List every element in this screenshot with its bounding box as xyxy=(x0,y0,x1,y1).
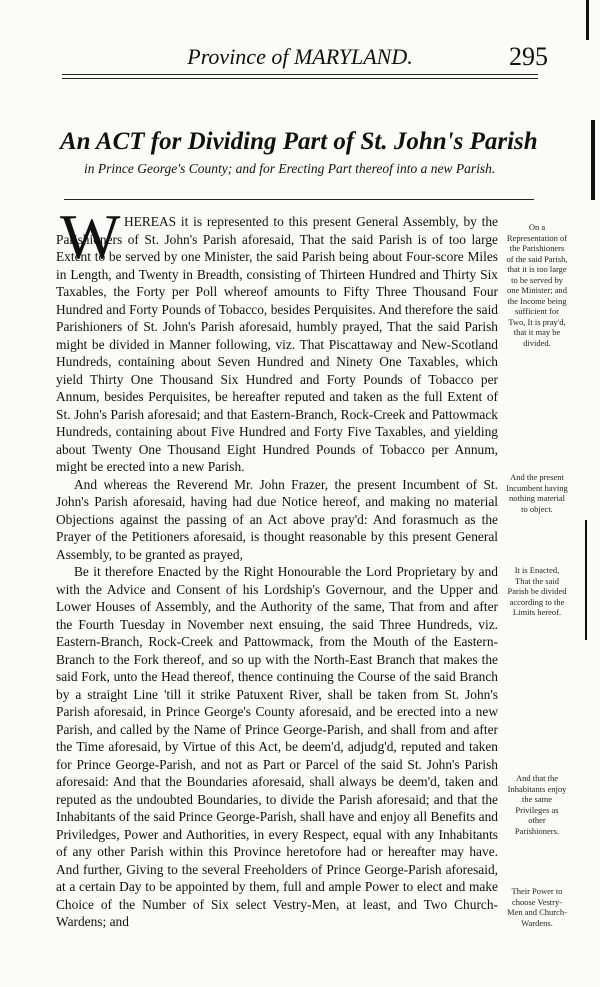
preamble-paragraph: HEREAS it is represented to this present General Assembly, by the Parishioners of St. John's Parish aforesaid, That the said Parish is of too large Extent to be served by one Minister, the said Parish being about Four-score Miles in Length, and Twenty in Breadth, consisting of Thirteen Hundred and Thirty Six Taxables, the Forty per Poll whereof amounts to Fifty Three Thousand Four Hundred and Forty Pounds of Tobacco, besides Perquisites. And therefore the said Parishioners of St. John's Parish aforesaid, humbly prayed, That the said Parish might be divided in Manner following, viz. That Piscattaway and New-Scotland Hundreds, containing about Seven Hundred and Ninety One Taxables, which yield Thirty One Thousand Six Hundred and Forty Pounds of Tobacco per Annum, besides Perquisites, be hereafter reputed and taken as the full Extent of St. John's Parish aforesaid; and that Eastern-Branch, Rock-Creek and Pattowmack Hundreds, containing about Five Hundred and Forty Five Taxables, and yielding about Twenty One Thousand Eight Hundred Pounds of Tobacco per Annum, might be erected into a new Parish. xyxy=(56,214,498,474)
drop-cap: W xyxy=(60,201,121,272)
page-number: 295 xyxy=(509,42,548,71)
scan-edge-mark xyxy=(585,520,587,640)
marginal-note: It is Enacted, That the said Parish be divided according to the Limits hereof. xyxy=(507,565,567,617)
running-title: Province of MARYLAND. xyxy=(187,44,413,69)
marginal-note: And that the Inhabitants enjoy the same Privileges as other Parishioners. xyxy=(507,773,567,836)
act-body xyxy=(56,213,498,931)
scan-edge-mark xyxy=(591,120,595,200)
title-rule xyxy=(64,199,534,200)
marginal-note: On a Representation of the Parishioners of the said Parish, that it is too large to be served by one Minister; and the Income being sufficient for Two, It is pray'd, that it may be divided. xyxy=(506,222,568,348)
whereas-paragraph: And whereas the Reverend Mr. John Frazer, the present Incumbent of St. John's Parish aforesaid, having had due Notice hereof, and making no material Objections against the passing of an Act above pray'd: And forasmuch as the Prayer of the Petitioners aforesaid, is thought reasonable by this present General Assembly, to be granted as prayed, xyxy=(56,476,498,562)
act-title: An ACT for Dividing Part of St. John's Parish xyxy=(60,128,538,155)
act-subtitle: in Prince George's County; and for Erecting Part thereof into a new Parish. xyxy=(84,161,496,176)
marginal-note: Their Power to choose Vestry-Men and Church-Wardens. xyxy=(507,886,567,928)
marginal-note: And the present Incumbent having nothing material to object. xyxy=(506,472,568,514)
enacting-paragraph: Be it therefore Enacted by the Right Honourable the Lord Proprietary by and with the Advice and Consent of his Lordship's Governour, and the Upper and Lower Houses of Assembly, and the Authority of the same, That from and after the Fourth Tuesday in November next ensuing, the said Three Hundreds, viz. Eastern-Branch, Rock-Creek and Pattowmack, from the Mouth of the Eastern-Branch to the Fork thereof, and so up with the North-East Branch that makes the said Fork, unto the Head thereof, thence continuing the Course of the said Branch by a straight Line 'till it strike Patuxent River, shall be taken from St. John's Parish aforesaid, in Prince George's County aforesaid, and be erected into a new Parish, and called by the Name of Prince George-Parish, and shall from and after the Time aforesaid, by Virtue of this Act, be deem'd, adjudg'd, reputed and taken for Prince George-Parish, and not as Part or Parcel of the said St. John's Parish aforesaid: And that the Boundaries aforesaid, shall always be deem'd, taken and reputed as the undoubted Boundaries, to divide the Parish aforesaid; and that the Inhabitants of the said Prince George-Parish, shall have and enjoy all Benefits and Priviledges, Power and Authorities, in every Respect, equal with any Inhabitants of any other Parish within this Province heretofore had or hereafter may have. And further, Giving to the several Freeholders of Prince George-Parish aforesaid, at a certain Day to be appointed by them, full and ample Power to elect and make Choice of the Number of Six select Vestry-Men, at least, and Two Church-Wardens; and xyxy=(56,564,498,929)
scan-edge-mark xyxy=(586,0,589,40)
header-rule xyxy=(62,74,538,75)
header-rule-thin xyxy=(62,78,538,79)
